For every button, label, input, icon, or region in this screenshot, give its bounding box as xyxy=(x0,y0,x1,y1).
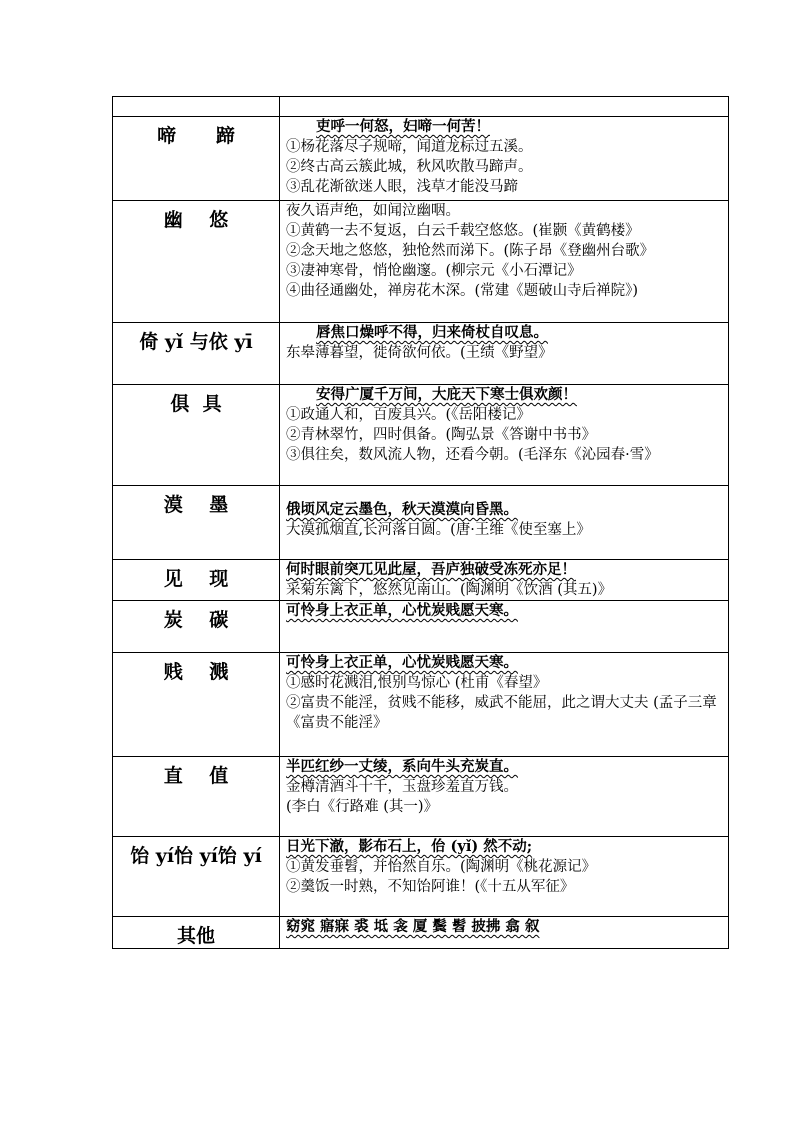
term-cell: 直 值 xyxy=(113,757,280,837)
quote-line: ③乱花渐欲迷人眼，浅草才能没马蹄 xyxy=(286,179,518,195)
headline-quote: 俄顷风定云墨色，秋天漠漠向昏黑。 xyxy=(286,501,518,518)
content-cell xyxy=(280,117,729,201)
content-cell xyxy=(280,560,729,601)
content-cell xyxy=(280,97,729,117)
quote-line: ②羹饭一时熟，不知饴阿谁！(《十五从军征》 xyxy=(286,879,575,895)
table-row xyxy=(113,486,729,560)
quote-line: ①政通人和，百废具兴。(《岳阳楼记》 xyxy=(286,407,531,423)
term-cell: 其他 xyxy=(113,917,280,949)
headline-quote: 日光下澈，影布石上，佁 (yǐ) 然不动; xyxy=(286,838,533,855)
term-cell: 炭 碳 xyxy=(113,601,280,653)
quote-line: ③凄神寒骨，悄怆幽邃。(柳宗元《小石潭记》 xyxy=(286,263,582,279)
table-row xyxy=(113,117,729,201)
table-row xyxy=(113,97,729,117)
quote-line: 采菊东篱下，悠然见南山。(陶渊明《饮酒 (其五)》 xyxy=(286,582,613,598)
table-row xyxy=(113,653,729,757)
quote-line: ③俱往矣，数风流人物，还看今朝。(毛泽东《沁园春·雪》 xyxy=(286,447,659,463)
content-cell xyxy=(280,653,729,757)
quote-line: ①感时花溅泪,恨别鸟惊心 (杜甫《春望》 xyxy=(286,675,548,691)
content-cell xyxy=(280,486,729,560)
term-cell: 饴 yí怡 yí饴 yí xyxy=(113,837,280,917)
headline-quote: 唇焦口燥呼不得，归来倚杖自叹息。 xyxy=(316,324,548,341)
headline-quote: 安得广厦千万间，大庇天下寒士俱欢颜！ xyxy=(316,386,577,403)
table-row xyxy=(113,323,729,385)
quote-line: ①黄鹤一去不复返，白云千载空悠悠。(崔颢《黄鹤楼》 xyxy=(286,223,640,239)
term-cell: 见 现 xyxy=(113,560,280,601)
term-cell: 倚 yǐ 与依 yī xyxy=(113,323,280,385)
table-row xyxy=(113,201,729,323)
quote-line: 东皋薄暮望，徙倚欲何依。(王绩《野望》 xyxy=(286,345,553,361)
quote-line: (李白《行路难 (其一)》 xyxy=(286,799,439,815)
term-cell xyxy=(113,97,280,117)
quote-line: ④曲径通幽处，禅房花木深。(常建《题破山寺后禅院》) xyxy=(286,283,639,299)
table-row xyxy=(113,560,729,601)
table-row xyxy=(113,757,729,837)
vocabulary-table xyxy=(112,96,729,949)
term-cell: 啼 蹄 xyxy=(113,117,280,201)
content-cell xyxy=(280,757,729,837)
content-cell xyxy=(280,601,729,653)
term-cell: 漠 墨 xyxy=(113,486,280,560)
quote-line: 金樽清酒斗十千，玉盘珍羞直万钱。 xyxy=(286,779,518,795)
quote-line: ②富贵不能淫，贫贱不能移，威武不能屈，此之谓大丈夫 (孟子三章《富贵不能淫》 xyxy=(286,695,717,731)
quote-line: ①杨花落尽子规啼，闻道龙标过五溪。 xyxy=(286,139,533,155)
quote-line: ②念天地之悠悠，独怆然而涕下。(陈子昂《登幽州台歌》 xyxy=(286,243,655,259)
quote-line: ②青林翠竹，四时俱备。(陶弘景《答谢中书书》 xyxy=(286,427,597,443)
quote-line: 夜久语声绝，如闻泣幽咽。 xyxy=(286,203,460,219)
term-cell: 俱 具 xyxy=(113,385,280,486)
quote-line: ②终古高云簇此城，秋风吹散马蹄声。 xyxy=(286,159,533,175)
table-row xyxy=(113,601,729,653)
table-row xyxy=(113,917,729,949)
content-cell xyxy=(280,201,729,323)
headline-quote: 半匹红纱一丈绫，系向牛头充炭直。 xyxy=(286,758,518,775)
headline-quote: 何时眼前突兀见此屋，吾庐独破受冻死亦足！ xyxy=(286,561,576,578)
quote-line: ①黄发垂髫，并怡然自乐。(陶渊明《桃花源记》 xyxy=(286,859,597,875)
term-cell: 幽 悠 xyxy=(113,201,280,323)
headline-quote: 窈窕 寤寐 裘 坻 衾 厦 鬓 髫 披拂 翕 叙 xyxy=(286,918,540,935)
table-row xyxy=(113,837,729,917)
table-row xyxy=(113,385,729,486)
content-cell xyxy=(280,837,729,917)
term-cell: 贱 溅 xyxy=(113,653,280,757)
quote-line: 大漠孤烟直,长河落日圆。(唐·王维《使至塞上》 xyxy=(286,522,591,538)
headline-quote: 可怜身上衣正单，心忧炭贱愿天寒。 xyxy=(286,602,518,619)
content-cell xyxy=(280,385,729,486)
headline-quote: 吏呼一何怒，妇啼一何苦！ xyxy=(316,118,490,135)
content-cell xyxy=(280,323,729,385)
content-cell xyxy=(280,917,729,949)
headline-quote: 可怜身上衣正单，心忧炭贱愿天寒。 xyxy=(286,654,518,671)
